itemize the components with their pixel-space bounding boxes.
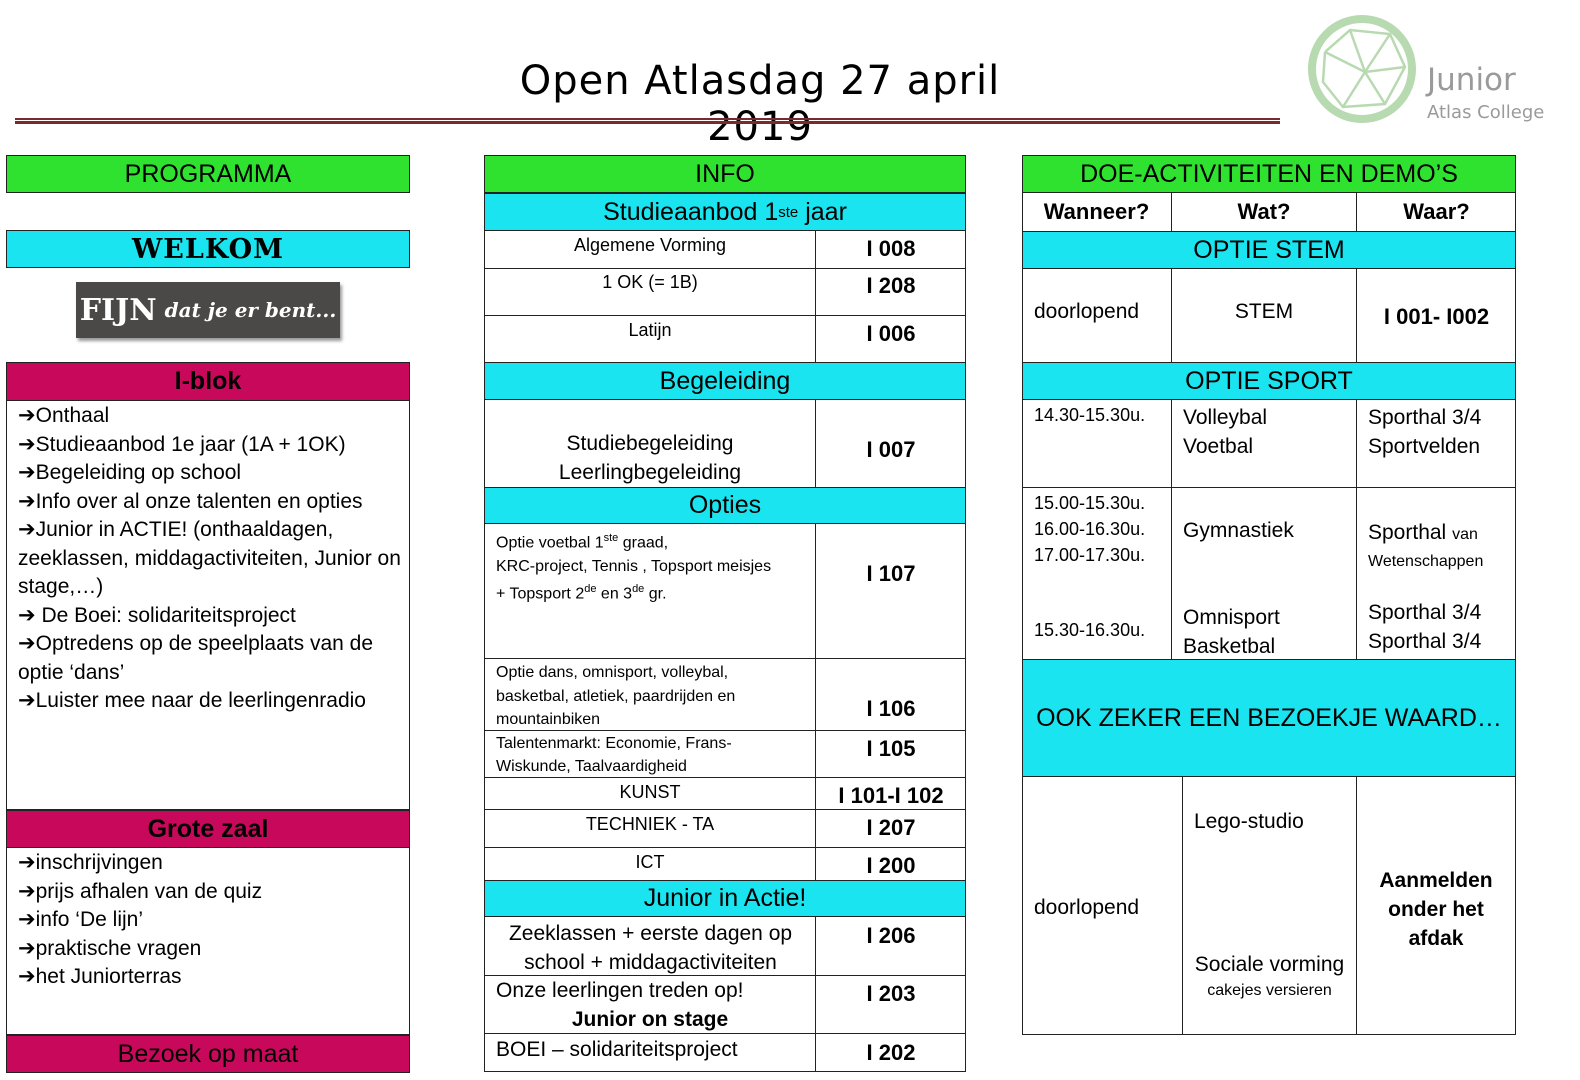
sport-r1-where: Sporthal 3/4 Sportvelden	[1368, 406, 1482, 458]
junior-actie-header: Junior in Actie!	[484, 880, 966, 917]
page-title: Open Atlasdag 27 april 2019	[519, 58, 1001, 150]
opties-row3-room: I 105	[866, 736, 916, 761]
arrow-right-icon: ➔	[18, 432, 36, 456]
info-header: INFO	[484, 155, 966, 193]
opties-row6-room: I 200	[866, 853, 916, 878]
opties-row3-text: Talentenmarkt: Economie, Frans-Wiskunde, Taalvaardigheid	[496, 735, 732, 775]
arrow-right-icon: ➔	[18, 632, 36, 655]
ook-zeker-banner: OOK ZEKER EEN BEZOEKJE WAARD…	[1022, 659, 1516, 777]
programma-header: PROGRAMMA	[6, 155, 410, 193]
arrow-right-icon: ➔	[18, 461, 36, 484]
welkom-banner: WELKOM	[6, 230, 410, 268]
arrow-right-icon: ➔	[18, 965, 36, 988]
studieaanbod-post: jaar	[798, 197, 847, 226]
list-item: ➔info ‘De lijn’	[18, 908, 143, 931]
header-rule	[15, 118, 1280, 124]
list-item: ➔Onthaal	[18, 404, 110, 427]
sport-r3-what: Omnisport Basketbal	[1183, 606, 1280, 658]
list-item: ➔Studieaanbod 1e jaar (1A + 1OK)	[18, 432, 346, 456]
list-item: ➔inschrijvingen	[18, 851, 163, 874]
studieaanbod-pre: Studieaanbod 1	[603, 197, 779, 226]
begeleiding-header: Begeleiding	[484, 362, 966, 400]
col-header-waar: Waar?	[1403, 199, 1470, 224]
grote-zaal-list	[18, 849, 403, 992]
sport-r3-when: 15.30-16.30u.	[1034, 620, 1146, 640]
opties-row5-label: TECHNIEK - TA	[585, 814, 715, 834]
list-item: ➔prijs afhalen van de quiz	[18, 879, 263, 903]
studie-row-room: I 208	[866, 273, 916, 298]
extra-what-lego: Lego-studio	[1194, 810, 1304, 833]
junior-atlas-logo	[1305, 12, 1565, 127]
begeleiding-line2: Leerlingbegeleiding	[558, 461, 742, 484]
sport-r2-where: Sporthal van Wetenschappen	[1368, 521, 1484, 570]
opties-header: Opties	[484, 487, 966, 524]
list-item: ➔Luister mee naar de leerlingenradio	[18, 689, 366, 712]
fijn-sign	[76, 282, 340, 338]
arrow-right-icon: ➔	[18, 879, 36, 903]
opties-row5-room: I 207	[866, 815, 916, 840]
list-item: ➔Info over al onze talenten en opties	[18, 489, 363, 513]
junior-actie-row3-text: BOEI – solidariteitsproject	[496, 1038, 738, 1061]
list-item: ➔Optredens op de speelplaats van de optie ‘dans’	[18, 632, 374, 684]
studieaanbod-header	[484, 193, 966, 231]
logo-text-atlas: Atlas College	[1427, 102, 1545, 123]
list-item: ➔ De Boei: solidariteitsproject	[18, 603, 296, 627]
arrow-right-icon: ➔	[18, 518, 36, 541]
studie-row-room: I 008	[866, 236, 916, 261]
optie-stem-header: OPTIE STEM	[1022, 231, 1516, 269]
stem-when: doorlopend	[1034, 300, 1140, 323]
studie-row-label: 1 OK (= 1B)	[602, 272, 698, 292]
col-header-wanneer: Wanneer?	[1043, 199, 1150, 224]
studieaanbod-sup: ste	[778, 203, 799, 221]
junior-actie-row2-line1: Onze leerlingen treden op!	[496, 979, 744, 1002]
col-header-wat: Wat?	[1237, 199, 1291, 224]
sport-r1-when: 14.30-15.30u.	[1034, 405, 1146, 425]
opties-row2-room: I 106	[866, 696, 916, 721]
extra-what-sociale: Sociale vorming	[1194, 953, 1345, 976]
arrow-right-icon: ➔	[18, 603, 36, 627]
extra-what-cakejes: cakejes versieren	[1207, 982, 1332, 999]
sport-r2-when: 15.00-15.30u. 16.00-16.30u. 17.00-17.30u.	[1034, 493, 1146, 565]
opties-row1-room: I 107	[866, 561, 916, 586]
begeleiding-room: I 007	[866, 437, 916, 462]
bezoek-op-maat-header: Bezoek op maat	[6, 1035, 410, 1073]
optie-sport-header: OPTIE SPORT	[1022, 362, 1516, 400]
doe-header: DOE-ACTIVITEITEN EN DEMO’S	[1022, 155, 1516, 193]
opties-row4-room: I 101-I 102	[838, 783, 944, 808]
sport-r1-what: Volleybal Voetbal	[1183, 406, 1268, 458]
fijn-script-text: dat je er bent...	[164, 298, 337, 322]
logo-text-junior: Junior	[1427, 62, 1516, 98]
list-item: ➔Begeleiding op school	[18, 461, 242, 484]
opties-row6-label: ICT	[635, 852, 665, 872]
studie-row-label: Latijn	[628, 320, 672, 340]
iblok-header	[6, 362, 410, 401]
arrow-right-icon: ➔	[18, 851, 36, 874]
junior-actie-row1-text: Zeeklassen + eerste dagen op school + middagactiviteiten	[508, 922, 793, 974]
sport-r2-what: Gymnastiek	[1183, 519, 1294, 542]
list-item: ➔praktische vragen	[18, 936, 202, 960]
grote-zaal-title: Grote zaal	[147, 814, 269, 843]
iblok-title: I-blok	[174, 367, 242, 395]
extra-where: Aanmelden onder het afdak	[1379, 869, 1493, 950]
list-item: ➔Junior in ACTIE! (onthaaldagen, zeeklassen, middagactiviteiten, Junior on stage,…)	[18, 518, 401, 598]
sport-r3-where: Sporthal 3/4 Sporthal 3/4	[1368, 601, 1482, 653]
begeleiding-line1: Studiebegeleiding	[566, 432, 734, 455]
list-item: ➔het Juniorterras	[18, 965, 182, 988]
arrow-right-icon: ➔	[18, 404, 36, 427]
arrow-right-icon: ➔	[18, 936, 36, 960]
studie-row-room: I 006	[866, 321, 916, 346]
opties-row1-text: Optie voetbal 1ste graad, KRC-project, Tennis , Topsport meisjes + Topsport 2de en 3de gr.	[496, 532, 772, 603]
stem-where: I 001- I002	[1383, 304, 1490, 329]
opties-row2-text: Optie dans, omnisport, volleybal, basketbal, atletiek, paardrijden en mountainbiken	[496, 664, 736, 728]
junior-actie-row1-room: I 206	[866, 923, 916, 948]
arrow-right-icon: ➔	[18, 489, 36, 513]
logo-emblem-icon	[1305, 12, 1420, 127]
extra-when: doorlopend	[1034, 896, 1140, 919]
stem-what: STEM	[1234, 300, 1294, 323]
grote-zaal-header	[6, 810, 410, 848]
arrow-right-icon: ➔	[18, 689, 36, 712]
opties-row4-label: KUNST	[619, 782, 681, 802]
studie-row-label: Algemene Vorming	[573, 235, 727, 255]
junior-actie-row2-line2: Junior on stage	[571, 1008, 729, 1031]
iblok-list	[18, 402, 403, 716]
fijn-bold-text: FIJN	[79, 292, 157, 328]
junior-actie-row3-room: I 202	[866, 1040, 916, 1065]
arrow-right-icon: ➔	[18, 908, 36, 931]
junior-actie-row2-room: I 203	[866, 981, 916, 1006]
